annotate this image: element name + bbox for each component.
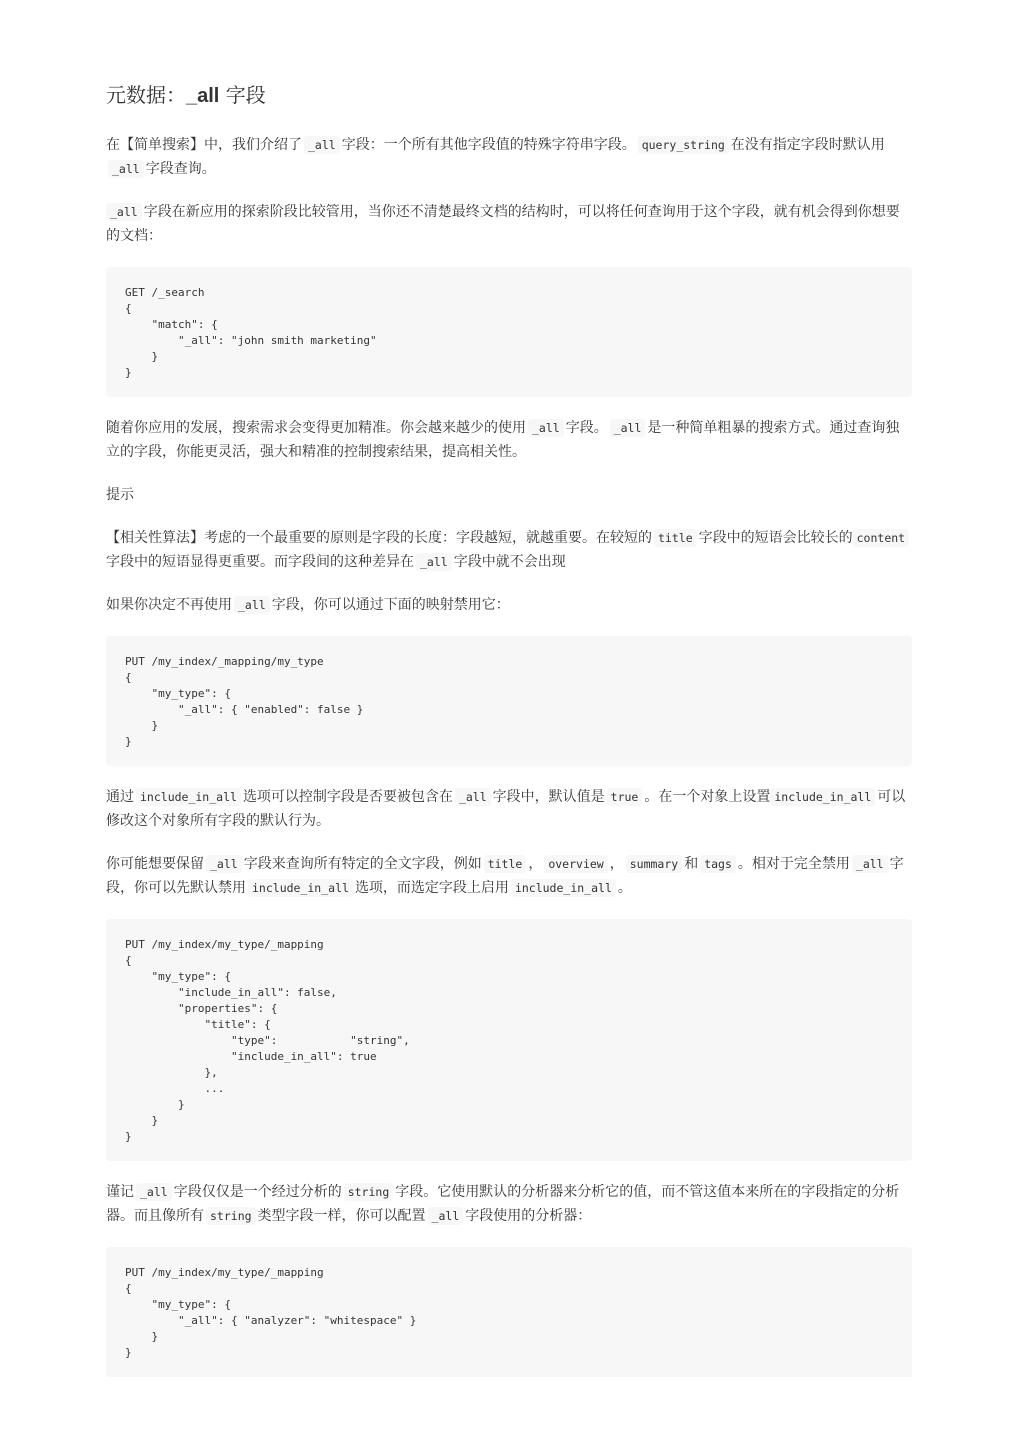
inline-code: query_string — [638, 136, 729, 154]
inline-code: include_in_all — [136, 788, 241, 806]
inline-code: tags — [700, 855, 736, 873]
inline-code: _all — [108, 160, 144, 178]
paragraph-evolution: 随着你应用的发展，搜索需求会变得更加精准。你会越来越少的使用 _all 字段。 _all 是一种简单粗暴的搜索方式。通过查询独立的字段，你能更灵活，强大和精准的控制搜索结果，提高相关性。 — [106, 420, 900, 460]
title-code: _all — [186, 85, 220, 107]
inline-code: _all — [528, 419, 564, 437]
code-block-disable-mapping: PUT /my_index/_mapping/my_type { "my_type": { "_all": { "enabled": false } } } — [106, 636, 912, 766]
document-page — [106, 0, 912, 1377]
tip-label: 提示 — [106, 487, 134, 503]
paragraph-exploration: _all 字段在新应用的探索阶段比较管用，当你还不清楚最终文档的结构时，可以将任何查询用于这个字段，就有机会得到你想要的文档： — [106, 204, 900, 244]
inline-code: _all — [428, 1207, 464, 1225]
paragraph-disable: 如果你决定不再使用 _all 字段，你可以通过下面的映射禁用它： — [106, 597, 510, 613]
inline-code: _all — [416, 553, 452, 571]
inline-code: true — [607, 788, 643, 806]
inline-code: _all — [455, 788, 491, 806]
paragraph-analyzer: 谨记 _all 字段仅仅是一个经过分析的 string 字段。它使用默认的分析器来分析它的值，而不管这值本来所在的字段指定的分析器。而且像所有 string 类型字段一样，你可以配置 _all 字段使用的分析器： — [106, 1184, 900, 1224]
inline-code: string — [206, 1207, 256, 1225]
inline-code: summary — [626, 855, 682, 873]
code-block-include-mapping: PUT /my_index/my_type/_mapping { "my_type": { "include_in_all": false, "properties": { "title": { "type": "string", "include_in_all": true }, ... } } } — [106, 919, 912, 1161]
inline-code: _all — [304, 136, 340, 154]
inline-code: content — [853, 529, 909, 547]
inline-code: _all — [852, 855, 888, 873]
inline-code: title — [654, 529, 697, 547]
inline-code: _all — [106, 203, 142, 221]
code-block-analyzer-mapping: PUT /my_index/my_type/_mapping { "my_type": { "_all": { "analyzer": "whitespace" } } } — [106, 1247, 912, 1377]
paragraph-include-in-all: 通过 include_in_all 选项可以控制字段是否要被包含在 _all 字段中，默认值是 true 。在一个对象上设置 include_in_all 可以修改这个对象所有字段的默认行为。 — [106, 789, 906, 829]
inline-code: overview — [544, 855, 607, 873]
inline-code: include_in_all — [770, 788, 875, 806]
inline-code: string — [344, 1183, 394, 1201]
inline-code: _all — [610, 419, 646, 437]
inline-code: title — [484, 855, 527, 873]
code-block-search: GET /_search { "match": { "_all": "john smith marketing" } } — [106, 267, 912, 397]
inline-code: _all — [136, 1183, 172, 1201]
inline-code: _all — [234, 596, 270, 614]
inline-code: _all — [206, 855, 242, 873]
paragraph-keep-all: 你可能想要保留 _all 字段来查询所有特定的全文字段，例如 title ， overview ， summary 和 tags 。相对于完全禁用 _all 字段，你可以先默认禁用 include_in_all 选项，而选定字段上启用 include_in_all 。 — [106, 856, 904, 896]
inline-code: include_in_all — [248, 879, 353, 897]
paragraph-relevance: 【相关性算法】考虑的一个最重要的原则是字段的长度：字段越短，就越重要。在较短的 title 字段中的短语会比较长的 content字段中的短语显得更重要。而字段间的这种差异在 _all 字段中就不会出现 — [106, 526, 912, 574]
paragraph-intro: 在【简单搜索】中，我们介绍了 _all 字段：一个所有其他字段值的特殊字符串字段。 query_string 在没有指定字段时默认用_all 字段查询。 — [106, 137, 885, 177]
page-title: 元数据：_all 字段 — [106, 83, 266, 107]
inline-code: include_in_all — [511, 879, 616, 897]
